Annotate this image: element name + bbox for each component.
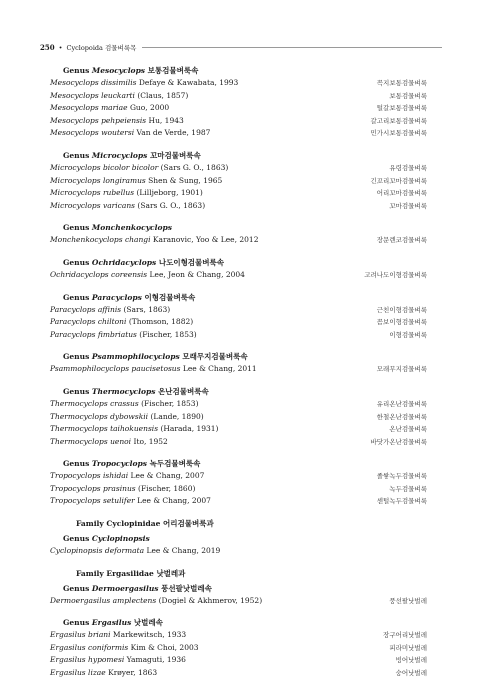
species-name: Paracyclops fimbriatus	[50, 329, 137, 339]
genus-korean-name: 이형검물벼룩속	[144, 292, 196, 302]
species-author: Kim & Choi, 2003	[130, 642, 199, 652]
species-row	[50, 545, 427, 558]
species-entry	[50, 102, 169, 115]
species-entry	[50, 175, 222, 188]
species-entry	[50, 667, 157, 680]
family-heading	[50, 518, 427, 530]
species-author: Ito, 1952	[133, 436, 168, 446]
species-name: Thermocyclops dybowskii	[50, 411, 149, 421]
genus-korean-name: 풍선팔낫벌레속	[161, 583, 212, 593]
species-entry	[50, 470, 204, 483]
species-korean-name: 졸쌓녹두검물벼룩	[376, 472, 427, 481]
species-entry	[50, 200, 205, 213]
family-prefix: Family	[76, 519, 107, 529]
species-korean-name: 꼬마검물벼룩	[389, 201, 427, 210]
genus-name: Ergasilus	[91, 618, 132, 628]
species-entry	[50, 495, 211, 508]
species-row	[50, 495, 427, 508]
family-korean-name: 낫벌레과	[156, 568, 186, 578]
species-author: (Fischer, 1853)	[141, 398, 199, 408]
family-name: Cyclopinidae	[106, 519, 161, 529]
genus-heading	[50, 150, 427, 162]
species-author: Karanovic, Yoo & Lee, 2012	[152, 235, 259, 245]
species-korean-name: 온난검물벼룩	[389, 425, 427, 434]
species-entry	[50, 654, 186, 667]
species-name: Tropocyclops ishidai	[50, 471, 129, 481]
species-entry	[50, 162, 228, 175]
family-korean-name: 어리검물벼룩과	[163, 519, 214, 529]
species-korean-name: 모래무지검물벼룩	[376, 365, 427, 374]
species-name: Mesocyclops pehpeiensis	[50, 115, 147, 125]
species-author: Hu, 1943	[148, 115, 184, 125]
species-row	[50, 316, 427, 329]
species-entry	[50, 629, 186, 642]
species-author: (Sars G. O., 1863)	[137, 200, 206, 210]
genus-heading	[50, 583, 427, 595]
species-korean-name: 털갈보통검물벼룩	[376, 104, 427, 113]
species-author: Guo, 2000	[129, 103, 170, 113]
species-row	[50, 90, 427, 103]
species-name: Microcyclops rubellus	[50, 188, 135, 198]
genus-heading	[50, 351, 427, 363]
species-author: (Dogiel & Akhmerov, 1952)	[158, 595, 263, 605]
species-korean-name: 숭어낫벌레	[395, 669, 427, 678]
species-korean-name: 피라미낫벌레	[389, 643, 427, 652]
species-name: Thermocyclops crassus	[50, 398, 139, 408]
genus-name: Microcyclops	[91, 150, 148, 160]
species-name: Tropocyclops prasinus	[50, 483, 136, 493]
genus-prefix: Genus	[63, 618, 92, 628]
species-row	[50, 411, 427, 424]
species-author: (Harada, 1931)	[160, 424, 219, 434]
genus-name: Ochridacyclops	[91, 257, 157, 267]
species-korean-name: 바닷가온난검물벼룩	[370, 437, 427, 446]
species-entry	[50, 115, 184, 128]
genus-korean-name: 녹두검물벼룩속	[149, 459, 201, 469]
genus-heading	[50, 533, 427, 545]
species-row	[50, 187, 427, 200]
species-korean-name: 한철온난검물벼룩	[376, 412, 427, 421]
species-row	[50, 175, 427, 188]
species-entry	[50, 545, 220, 558]
species-name: Ochridacyclops coreensis	[50, 269, 148, 279]
species-author: (Claus, 1857)	[137, 90, 189, 100]
species-row	[50, 304, 427, 317]
genus-heading	[50, 458, 427, 470]
species-name: Ergasilus lizae	[50, 668, 106, 678]
species-korean-name: 빙어낫벌레	[395, 656, 427, 665]
species-author: Yamaguti, 1936	[126, 655, 186, 665]
species-entry	[50, 363, 257, 376]
species-korean-name: 이형검물벼룩	[389, 330, 427, 339]
species-korean-name: 유리온난검물벼룩	[376, 399, 427, 408]
species-entry	[50, 483, 195, 496]
genus-korean-name: 꼬마검물벼룩속	[150, 150, 201, 160]
family-name: Ergasilidae	[106, 568, 154, 578]
species-name: Microcyclops bicolor bicolor	[50, 162, 159, 172]
species-korean-name: 민가시보통검물벼룩	[370, 129, 427, 138]
genus-prefix: Genus	[63, 534, 92, 544]
species-author: (Sars G. O., 1863)	[160, 162, 229, 172]
family-prefix: Family	[76, 568, 107, 578]
genus-heading	[50, 292, 427, 304]
species-row	[50, 629, 427, 642]
genus-name: Cyclopinopsis	[91, 534, 150, 544]
species-row	[50, 483, 427, 496]
species-korean-name: 녹두검물벼룩	[389, 484, 427, 493]
species-entry	[50, 595, 262, 608]
species-entry	[50, 90, 188, 103]
species-entry	[50, 77, 238, 90]
species-row	[50, 595, 427, 608]
species-row	[50, 654, 427, 667]
species-name: Tropocyclops setulifer	[50, 496, 135, 506]
species-row	[50, 398, 427, 411]
genus-prefix: Genus	[63, 583, 92, 593]
species-author: Lee & Chang, 2011	[182, 364, 257, 374]
genus-prefix: Genus	[63, 66, 92, 75]
species-author: (Fischer, 1860)	[138, 483, 196, 493]
genus-name: Psammophilocyclops	[91, 352, 180, 362]
genus-heading	[50, 386, 427, 398]
species-korean-name: 긴꼬리꼬마검물벼룩	[370, 176, 427, 185]
species-row	[50, 77, 427, 90]
species-row	[50, 423, 427, 436]
species-name: Psammophilocyclops paucisetosus	[50, 364, 181, 374]
species-name: Paracyclops affinis	[50, 304, 122, 314]
running-header	[40, 43, 442, 52]
species-name: Ergasilus hypomesi	[50, 655, 125, 665]
species-entry	[50, 234, 258, 247]
species-korean-name: 풍선팔낫벌레	[389, 596, 427, 605]
genus-prefix: Genus	[63, 223, 92, 233]
species-author: (Sars, 1863)	[123, 304, 171, 314]
species-row	[50, 269, 427, 282]
species-name: Mesocyclops dissimilis	[50, 78, 137, 87]
genus-heading	[50, 257, 427, 269]
species-row	[50, 102, 427, 115]
species-row	[50, 642, 427, 655]
genus-korean-name: 낫벌레속	[133, 618, 163, 628]
species-name: Ergasilus coniformis	[50, 642, 129, 652]
genus-name: Dermoergasilus	[91, 583, 159, 593]
species-entry	[50, 187, 203, 200]
species-author: Van de Verde, 1987	[136, 128, 211, 138]
species-entry	[50, 329, 197, 342]
species-korean-name: 꼼보이형검물벼룩	[376, 318, 427, 327]
species-entry	[50, 269, 245, 282]
species-entry	[50, 436, 168, 449]
genus-korean-name: 나도이형검물벼룩속	[158, 257, 225, 267]
species-entry	[50, 398, 199, 411]
genus-name: Tropocyclops	[91, 459, 147, 469]
species-korean-name: 갈고리보통검물벼룩	[370, 116, 427, 125]
species-name: Dermoergasilus amplectens	[50, 595, 157, 605]
genus-prefix: Genus	[63, 257, 92, 267]
species-name: Thermocyclops uenoi	[50, 436, 132, 446]
genus-korean-name: 온난검물벼룩속	[158, 386, 209, 396]
genus-prefix: Genus	[63, 292, 92, 302]
species-author: Lee & Chang, 2019	[146, 546, 221, 556]
genus-name: Paracyclops	[91, 292, 142, 302]
species-korean-name: 고려나도이형검물벼룩	[364, 270, 427, 279]
species-entry	[50, 127, 210, 140]
species-author: Lee & Chang, 2007	[137, 496, 211, 506]
species-name: Monchenkocyclops changi	[50, 235, 151, 245]
species-name: Ergasilus briani	[50, 630, 111, 640]
species-name: Cyclopinopsis deformata	[50, 546, 145, 556]
species-korean-name: 장문렌코검물벼룩	[376, 236, 427, 245]
species-korean-name: 장구어리낫벌레	[383, 631, 427, 640]
species-name: Mesocyclops woutersi	[50, 128, 135, 138]
page-number: 250	[40, 43, 55, 52]
genus-heading	[50, 65, 427, 77]
species-checklist	[50, 65, 427, 680]
species-author: Markewitsch, 1933	[112, 630, 187, 640]
species-name: Mesocyclops mariae	[50, 103, 128, 113]
species-entry	[50, 316, 193, 329]
genus-korean-name: 모래무지검물벼룩속	[182, 352, 248, 362]
species-author: (Thomson, 1882)	[128, 317, 194, 327]
species-name: Thermocyclops taihokuensis	[50, 424, 159, 434]
species-row	[50, 162, 427, 175]
species-name: Mesocyclops leuckarti	[50, 90, 135, 100]
genus-name: Monchenkocyclops	[91, 223, 172, 233]
genus-prefix: Genus	[63, 150, 92, 160]
species-author: Krøyer, 1863	[108, 668, 158, 678]
running-title: Cyclopoida 검물벼룩목	[66, 44, 137, 52]
species-author: (Lande, 1890)	[150, 411, 204, 421]
genus-heading	[50, 222, 427, 234]
species-korean-name: 보통검물벼룩	[389, 91, 427, 100]
species-row	[50, 363, 427, 376]
species-author: Defaye & Kawabata, 1993	[138, 78, 239, 87]
species-author: Lee & Chang, 2007	[130, 471, 205, 481]
species-author: (Lilljeborg, 1901)	[136, 188, 203, 198]
species-entry	[50, 411, 204, 424]
species-row	[50, 329, 427, 342]
species-author: (Fischer, 1853)	[139, 329, 197, 339]
species-korean-name: 유령검물벼룩	[389, 163, 427, 172]
species-row	[50, 127, 427, 140]
species-row	[50, 234, 427, 247]
species-name: Paracyclops chiltoni	[50, 317, 127, 327]
species-entry	[50, 423, 219, 436]
genus-heading	[50, 617, 427, 629]
species-korean-name: 센털녹두검물벼룩	[376, 497, 427, 506]
genus-prefix: Genus	[63, 352, 92, 362]
species-entry	[50, 642, 199, 655]
genus-name: Mesocyclops	[91, 66, 146, 75]
genus-name: Thermocyclops	[91, 386, 156, 396]
genus-korean-name: 보통검물벼룩속	[147, 66, 199, 75]
species-author: Lee, Jeon & Chang, 2004	[149, 269, 245, 279]
species-entry	[50, 304, 170, 317]
species-korean-name: 근친이형검물벼룩	[376, 305, 427, 314]
header-separator: •	[58, 43, 63, 52]
species-name: Microcyclops varicans	[50, 200, 136, 210]
family-heading	[50, 568, 427, 580]
species-row	[50, 436, 427, 449]
genus-prefix: Genus	[63, 459, 92, 469]
species-row	[50, 667, 427, 680]
species-name: Microcyclops longiramus	[50, 175, 146, 185]
species-row	[50, 200, 427, 213]
species-author: Shen & Sung, 1965	[148, 175, 223, 185]
species-row	[50, 115, 427, 128]
header-rule	[142, 47, 442, 48]
genus-prefix: Genus	[63, 386, 92, 396]
species-korean-name: 꼭지보통검물벼룩	[376, 79, 427, 87]
species-row	[50, 470, 427, 483]
species-korean-name: 어리꼬마검물벼룩	[376, 189, 427, 198]
